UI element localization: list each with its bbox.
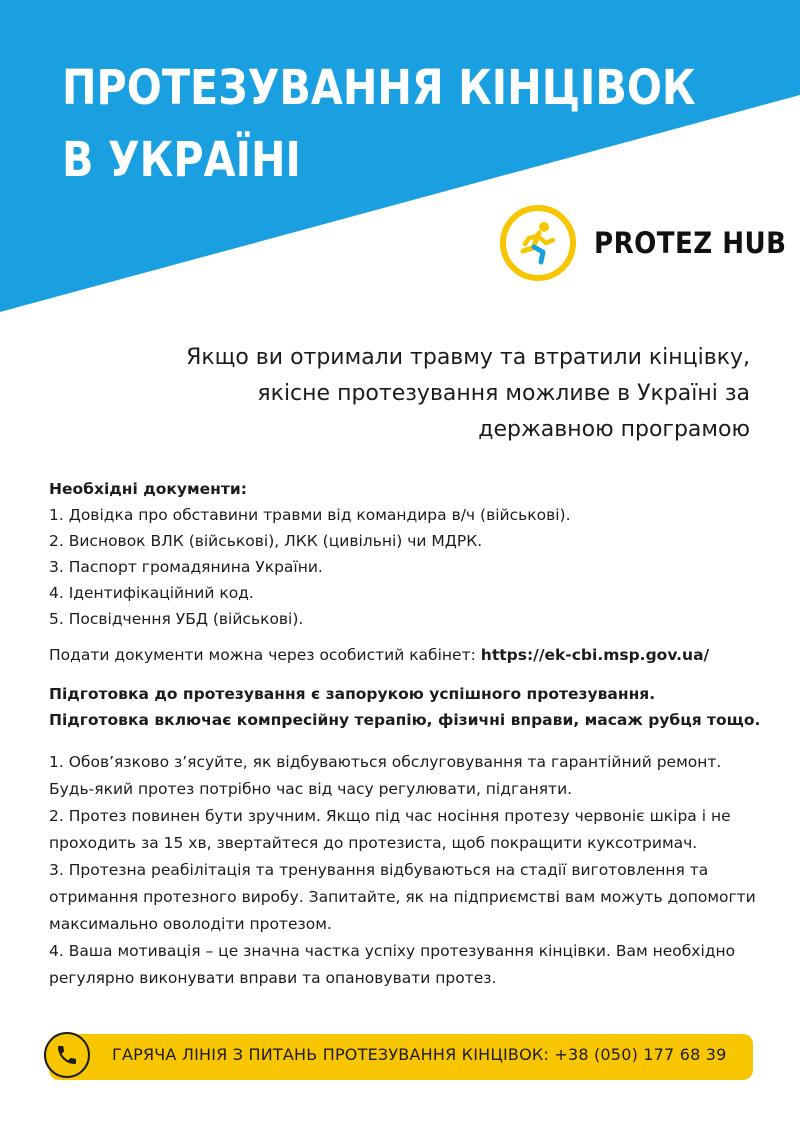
documents-heading: Необхідні документи: — [49, 480, 247, 498]
documents-list — [49, 502, 769, 632]
tips-list — [49, 749, 769, 992]
lead-line-3: державною програмою — [478, 417, 750, 442]
document-item: 3. Паспорт громадянина України. — [49, 558, 323, 576]
logo-text: PROTEZ HUB — [594, 226, 787, 260]
hotline-text[interactable]: ГАРЯЧА ЛІНІЯ З ПИТАНЬ ПРОТЕЗУВАННЯ КІНЦІВОК: +38 (050) 177 68 39 — [112, 1045, 727, 1064]
lead-line-1: Якщо ви отримали травму та втратили кінцівку, — [186, 345, 750, 370]
preparation-line-1: Підготовка до протезування є запорукою успішного протезування. — [49, 685, 656, 703]
submit-info — [49, 642, 769, 668]
tip-item: 4. Ваша мотивація – це значна частка успіху протезування кінцівки. Вам необхідно регулярно виконувати вправи та опановувати протез. — [49, 942, 736, 987]
document-item: 4. Ідентифікаційний код. — [49, 584, 254, 602]
phone-icon-circle[interactable] — [44, 1032, 90, 1078]
running-man-icon — [513, 218, 563, 268]
phone-icon — [55, 1043, 79, 1067]
lead-statement — [90, 340, 750, 448]
lead-line-2: якісне протезування можливе в Україні за — [257, 381, 750, 406]
submit-text: Подати документи можна через особистий кабінет: — [49, 646, 476, 664]
title-line-1: ПРОТЕЗУВАННЯ КІНЦІВОК — [62, 60, 696, 116]
main-content — [49, 476, 769, 992]
document-item: 2. Висновок ВЛК (військові), ЛКК (цивільні) чи МДРК. — [49, 532, 483, 550]
protez-hub-logo — [500, 205, 800, 281]
logo-circle — [500, 205, 576, 281]
tip-item: 3. Протезна реабілітація та тренування відбуваються на стадії виготовлення та отримання протезного виробу. Запитайте, як на підприємстві вам можуть допомогти максимально оволодіти протезом. — [49, 861, 756, 933]
cabinet-link[interactable]: https://ek-cbi.msp.gov.ua/ — [480, 646, 710, 664]
tip-item: 1. Обов’язково з’ясуйте, як відбуваються обслуговування та гарантійний ремонт. Будь-який протез потрібно час від часу регулювати, підганяти. — [49, 753, 722, 798]
document-item: 1. Довідка про обставини травми від командира в/ч (військові). — [49, 506, 571, 524]
page-title — [62, 52, 696, 196]
preparation-line-2: Підготовка включає компресійну терапію, фізичні вправи, масаж рубця тощо. — [49, 711, 761, 729]
title-line-2: В УКРАЇНІ — [62, 132, 301, 188]
tip-item: 2. Протез повинен бути зручним. Якщо під час носіння протезу червоніє шкіра і не проходить за 15 хв, звертайтеся до протезиста, щоб покращити куксотримач. — [49, 807, 731, 852]
preparation-note — [49, 681, 769, 733]
document-item: 5. Посвідчення УБД (військові). — [49, 610, 304, 628]
